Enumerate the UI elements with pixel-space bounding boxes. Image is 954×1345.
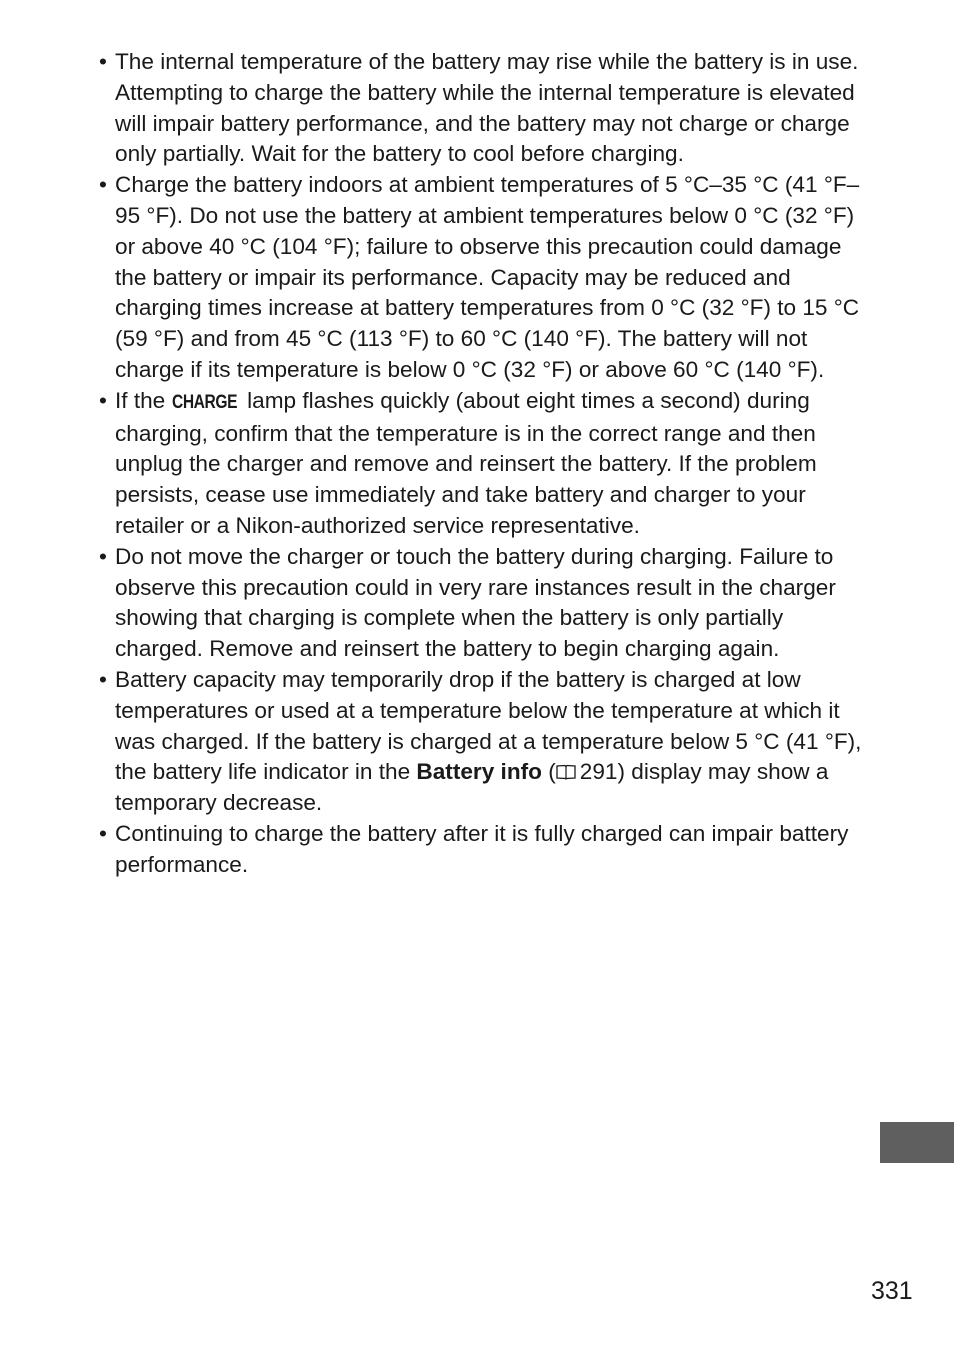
battery-info-menu-item: Battery info: [416, 759, 542, 785]
book-icon: [556, 764, 576, 780]
bullet-text: Do not move the charger or touch the battery during charging. Failure to observe this precaution could in very rare instances result in the charger showing that charging is complete when the battery is only partially charged. Remove and reinsert the battery to begin charging again.: [115, 543, 836, 662]
section-thumb-tab: [880, 1122, 954, 1163]
bullet-text-prefix: Battery capacity may temporarily drop if the battery is charged at low temperatures or used at a temperature below the temperature at which it was charged. If the battery is charged at a temperature below 5 °C (41 °F), the battery life indicator in the: [115, 666, 862, 785]
bullet-text: Charge the battery indoors at ambient temperatures of 5 °C–35 °C (41 °F–95 °F). Do not use the battery at ambient temperatures below 0 °C (32 °F) or above 40 °C (104 °F); failure to observe this precaution could damage the battery or impair its performance. Capacity may be reduced and charging times increase at battery temperatures from 0 °C (32 °F) to 15 °C (59 °F) and from 45 °C (113 °F) to 60 °C (140 °F). The battery will not charge if its temperature is below 0 °C (32 °F) or above 60 °C (140 °F).: [115, 172, 860, 382]
bullet-text-prefix: If the: [115, 387, 172, 413]
bullet-marker: •: [99, 172, 107, 198]
bullet-item-overcharging: [97, 819, 867, 881]
page-number: 331: [871, 1277, 913, 1305]
bullet-item-do-not-move-charger: [97, 542, 867, 665]
bullet-text: The internal temperature of the battery may rise while the battery is in use. Attempting to charge the battery while the internal temperature is elevated will impair battery performance, and the battery may not charge or charge only partially. Wait for the battery to cool before charging.: [115, 49, 859, 167]
bullet-text-suffix: lamp flashes quickly (about eight times a second) during charging, confirm that the temperature is in the correct range and then unplug the charger and remove and reinsert the battery. If the problem persists, cease use immediately and take battery and charger to your retailer or a Nikon-authorized service representative.: [115, 387, 817, 538]
bullet-marker: •: [99, 49, 107, 74]
bullet-marker: •: [99, 666, 107, 692]
bullet-item-charge-lamp-flashes: [97, 386, 867, 542]
bullet-marker: •: [99, 543, 107, 569]
bullet-marker: •: [99, 387, 107, 413]
reference-page-number[interactable]: 291: [579, 759, 618, 785]
bullet-list: [97, 47, 867, 881]
bullet-item-internal-temperature: [97, 47, 867, 170]
bullet-marker: •: [99, 820, 107, 846]
bullet-item-capacity-drop: [97, 665, 867, 819]
bullet-text-suffix: ) display may show a temporary decrease.: [115, 759, 829, 816]
charge-lamp-label: CHARGE: [171, 391, 237, 413]
bullet-text: Continuing to charge the battery after it is fully charged can impair battery performance.: [115, 820, 849, 877]
bullet-item-charging-temperatures: [97, 170, 867, 386]
reference-open: (: [541, 759, 556, 785]
